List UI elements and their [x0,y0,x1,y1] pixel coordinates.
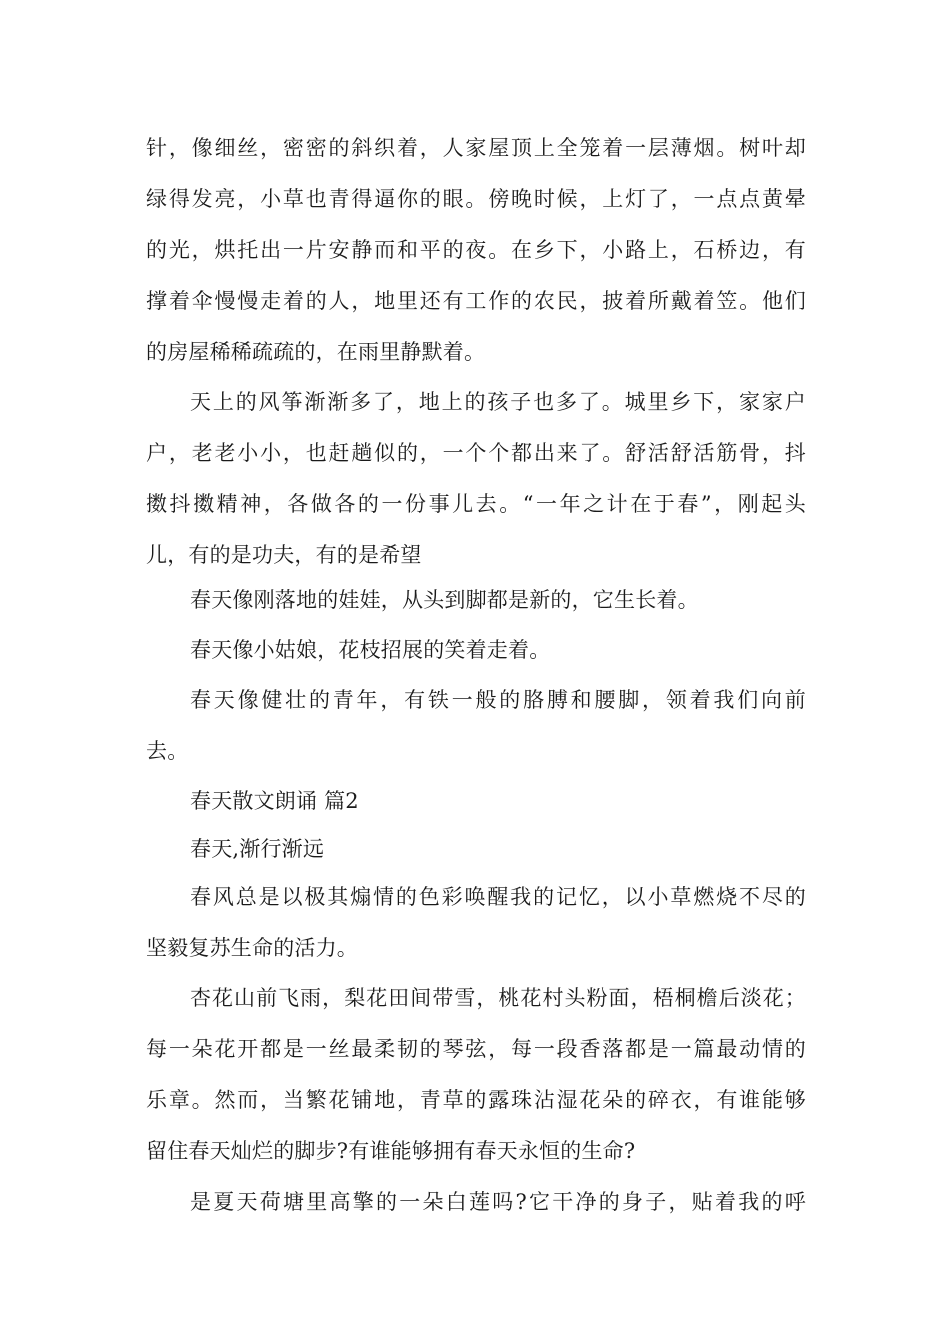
paragraph-first-line: 杏花山前飞雨，梨花田间带雪，桃花村头粉面，梧桐檐后淡花； [190,986,806,1010]
article-title: 春天,渐行渐远 [190,837,325,861]
text-line: 坚毅复苏生命的活力。 [146,936,358,960]
text-line: 绿得发亮，小草也青得逼你的眼。傍晚时候，上灯了，一点点黄晕 [146,187,806,211]
paragraph-first-line: 春天像健壮的青年，有铁一般的胳膊和腰脚，领着我们向前 [190,688,806,712]
paragraph-first-line: 春风总是以极其煽情的色彩唤醒我的记忆，以小草燃烧不尽的 [190,885,806,909]
text-line: 儿，有的是功夫，有的是希望 [146,543,422,567]
paragraph-first-line: 春天像小姑娘，花枝招展的笑着走着。 [190,638,551,662]
text-line: 擞抖擞精神，各做各的一份事儿去。“一年之计在于春”，刚起头 [146,492,806,516]
text-line: 乐章。然而，当繁花铺地，青草的露珠沾湿花朵的碎衣，有谁能够 [146,1088,806,1112]
text-line: 去。 [146,739,189,763]
text-line: 每一朵花开都是一丝最柔韧的琴弦，每一段香落都是一篇最动情的 [146,1037,806,1061]
text-line: 的光，烘托出一片安静而和平的夜。在乡下，小路上，石桥边，有 [146,238,806,262]
text-line: 撑着伞慢慢走着的人，地里还有工作的农民，披着所戴着笠。他们 [146,289,806,313]
paragraph-first-line: 春天像刚落地的娃娃，从头到脚都是新的，它生长着。 [190,588,699,612]
text-line: 的房屋稀稀疏疏的，在雨里静默着。 [146,340,486,364]
section-heading: 春天散文朗诵 篇2 [190,789,359,813]
text-line: 留住春天灿烂的脚步?有谁能够拥有春天永恒的生命? [146,1139,636,1163]
text-line: 针，像细丝，密密的斜织着，人家屋顶上全笼着一层薄烟。树叶却 [146,136,806,160]
paragraph-first-line: 天上的风筝渐渐多了，地上的孩子也多了。城里乡下，家家户 [190,390,806,414]
paragraph-first-line: 是夏天荷塘里高擎的一朵白莲吗?它干净的身子，贴着我的呼 [190,1190,806,1214]
text-line: 户，老老小小，也赶趟似的，一个个都出来了。舒活舒活筋骨，抖 [146,441,806,465]
